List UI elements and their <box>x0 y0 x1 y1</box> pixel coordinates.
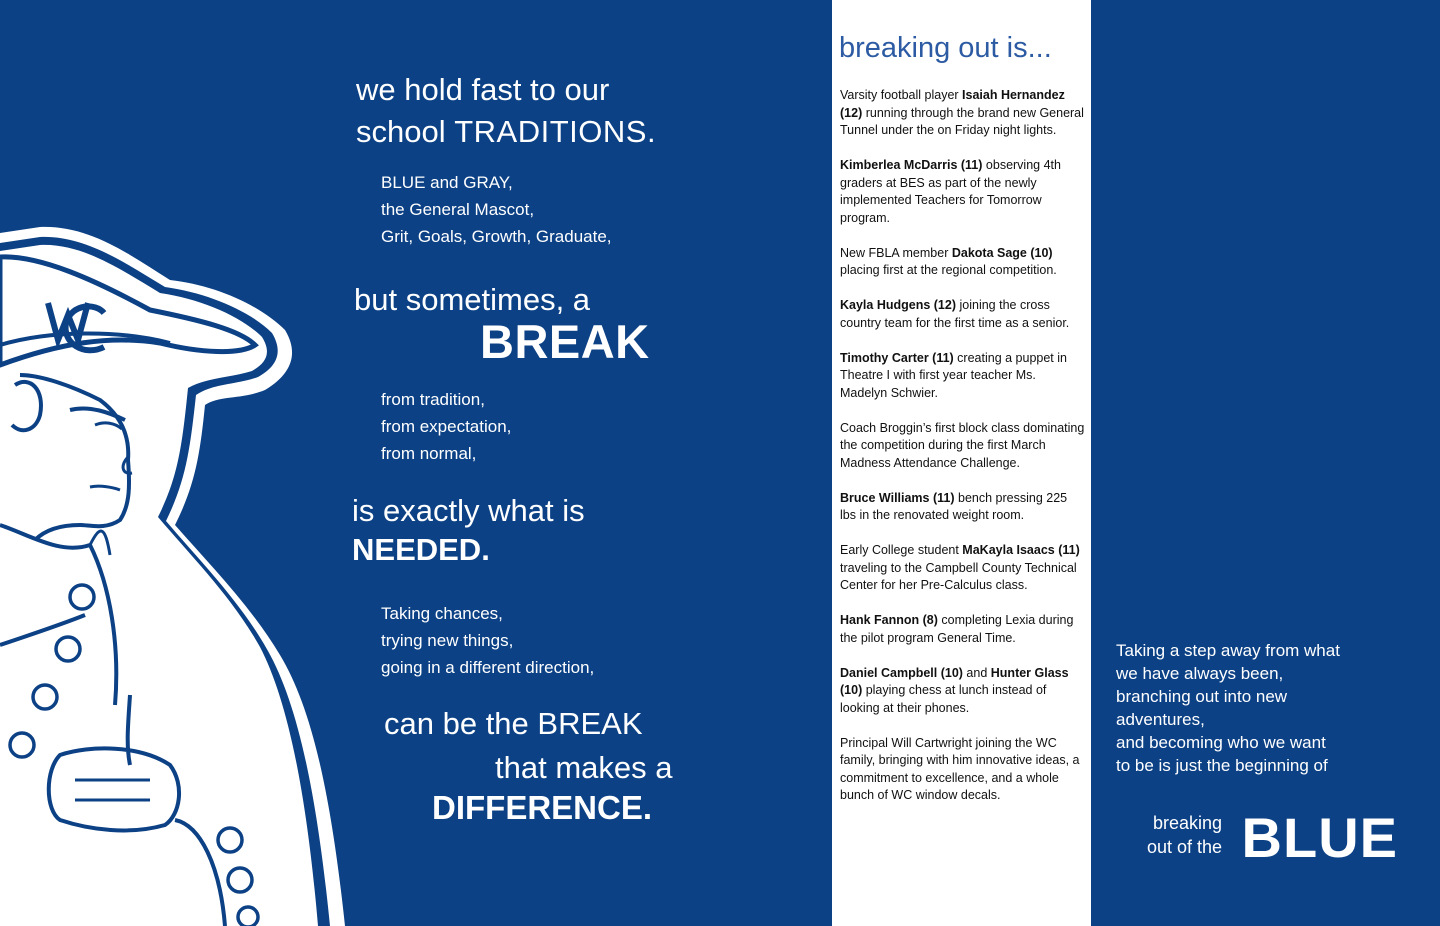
closing-line: Taking a step away from what <box>1116 641 1340 660</box>
break-from-item: from expectation, <box>381 417 512 436</box>
breaking-out-title: breaking out is... <box>839 32 1052 64</box>
breaking-out-item <box>840 157 1085 227</box>
makes-a-line: that makes a <box>495 750 673 785</box>
closing-line: we have always been, <box>1116 664 1284 683</box>
item-text: observing 4th graders at BES as part of the newly implemented Teachers for Tomorrow program. <box>840 158 1061 225</box>
chances-item: Taking chances, <box>381 604 503 623</box>
tradition-item: BLUE and GRAY, <box>381 173 513 192</box>
item-text: bench pressing 225 lbs in the renovated weight room. <box>840 490 1068 522</box>
item-text: Varsity football player <box>840 88 963 102</box>
item-name: Bruce Williams (11) <box>840 490 955 505</box>
can-be-line <box>384 708 643 739</box>
breaking-out-item <box>840 735 1085 805</box>
closing-line: to be is just the beginning of <box>1116 756 1328 775</box>
difference-heading: DIFFERENCE. <box>432 789 653 826</box>
item-name: Hunter Glass (10) <box>840 665 1069 697</box>
chances-list <box>381 600 594 681</box>
item-name: Dakota Sage (10) <box>951 245 1053 260</box>
sig-blue: BLUE <box>1241 806 1398 869</box>
tradition-item: the General Mascot, <box>381 200 535 219</box>
sig-line-1: breaking <box>1152 813 1222 833</box>
break-from-list <box>381 386 511 467</box>
right-panel <box>1091 0 1440 926</box>
item-name: Isaiah Hernandez (12) <box>840 88 1065 120</box>
chances-item: going in a different direction, <box>381 658 595 677</box>
item-text: completing Lexia during the pilot program General Time. <box>840 613 1074 645</box>
breaking-out-item <box>840 490 1085 525</box>
closing-line: and becoming who we want <box>1116 733 1326 752</box>
item-name: Timothy Carter (11) <box>840 350 954 365</box>
closing-line: adventures, <box>1116 710 1205 729</box>
item-text: Coach Broggin’s first block class dominating the competition during the first March Madness Attendance Challenge. <box>840 420 1085 470</box>
item-text: traveling to the Campbell County Technical Center for her Pre-Calculus class. <box>840 560 1077 592</box>
traditions-list <box>381 169 612 250</box>
closing-line: branching out into new <box>1116 687 1288 706</box>
item-name: MaKayla Isaacs (11) <box>962 543 1080 557</box>
break-from-item: from tradition, <box>381 390 485 409</box>
traditions-bold: TRADITIONS. <box>454 114 657 149</box>
item-name: Kayla Hudgens (12) <box>840 298 957 312</box>
breaking-out-of-the-blue-logo <box>1120 808 1402 868</box>
item-text: Early College student <box>840 543 963 557</box>
traditions-line-1: we hold fast to our <box>356 72 610 107</box>
breaking-out-item <box>840 612 1085 647</box>
needed-heading: NEEDED. <box>352 532 490 567</box>
item-text: joining the cross country team for the first time as a senior. <box>840 298 1070 330</box>
break-from-item: from normal, <box>381 444 477 463</box>
break-heading: BREAK <box>480 315 650 368</box>
item-name: Hank Fannon (8) <box>840 613 938 627</box>
can-be-pre: can be the <box>384 706 529 741</box>
item-text: New FBLA member <box>840 245 952 260</box>
sometimes-line: but sometimes, a <box>354 282 591 317</box>
breaking-out-item <box>840 665 1085 718</box>
sig-line-2: out of the <box>1146 837 1222 857</box>
item-text: playing chess at lunch instead of looking at their phones. <box>840 683 1047 715</box>
breaking-out-item <box>840 542 1085 595</box>
item-text: running through the brand new General Tunnel under the on Friday night lights. <box>840 105 1084 137</box>
closing-paragraph <box>1116 639 1386 777</box>
can-be-bold: BREAK <box>537 706 643 741</box>
breaking-out-item <box>840 245 1085 280</box>
item-text: and <box>962 665 991 680</box>
breaking-out-item <box>840 87 1085 140</box>
mascot-illustration <box>0 225 345 926</box>
breaking-out-list <box>840 87 1085 822</box>
traditions-line-2 <box>356 116 656 147</box>
exactly-line: is exactly what is <box>352 493 585 528</box>
item-name: Kimberlea McDarris (11) <box>840 158 983 172</box>
item-name: Daniel Campbell (10) <box>840 665 963 680</box>
traditions-pre: school <box>356 114 446 149</box>
item-text: placing first at the regional competition. <box>840 263 1057 277</box>
breaking-out-item <box>840 420 1085 473</box>
tradition-item: Grit, Goals, Growth, Graduate, <box>381 227 612 246</box>
breaking-out-item <box>840 350 1085 403</box>
chances-item: trying new things, <box>381 631 514 650</box>
breaking-out-item <box>840 297 1085 332</box>
item-text: Principal Will Cartwright joining the WC family, bringing with him innovative ideas, a commitment to excellence, and a whole bunch of WC window decals. <box>840 735 1080 802</box>
item-text: creating a puppet in Theatre I with first year teacher Ms. Madelyn Schwier. <box>840 350 1067 400</box>
